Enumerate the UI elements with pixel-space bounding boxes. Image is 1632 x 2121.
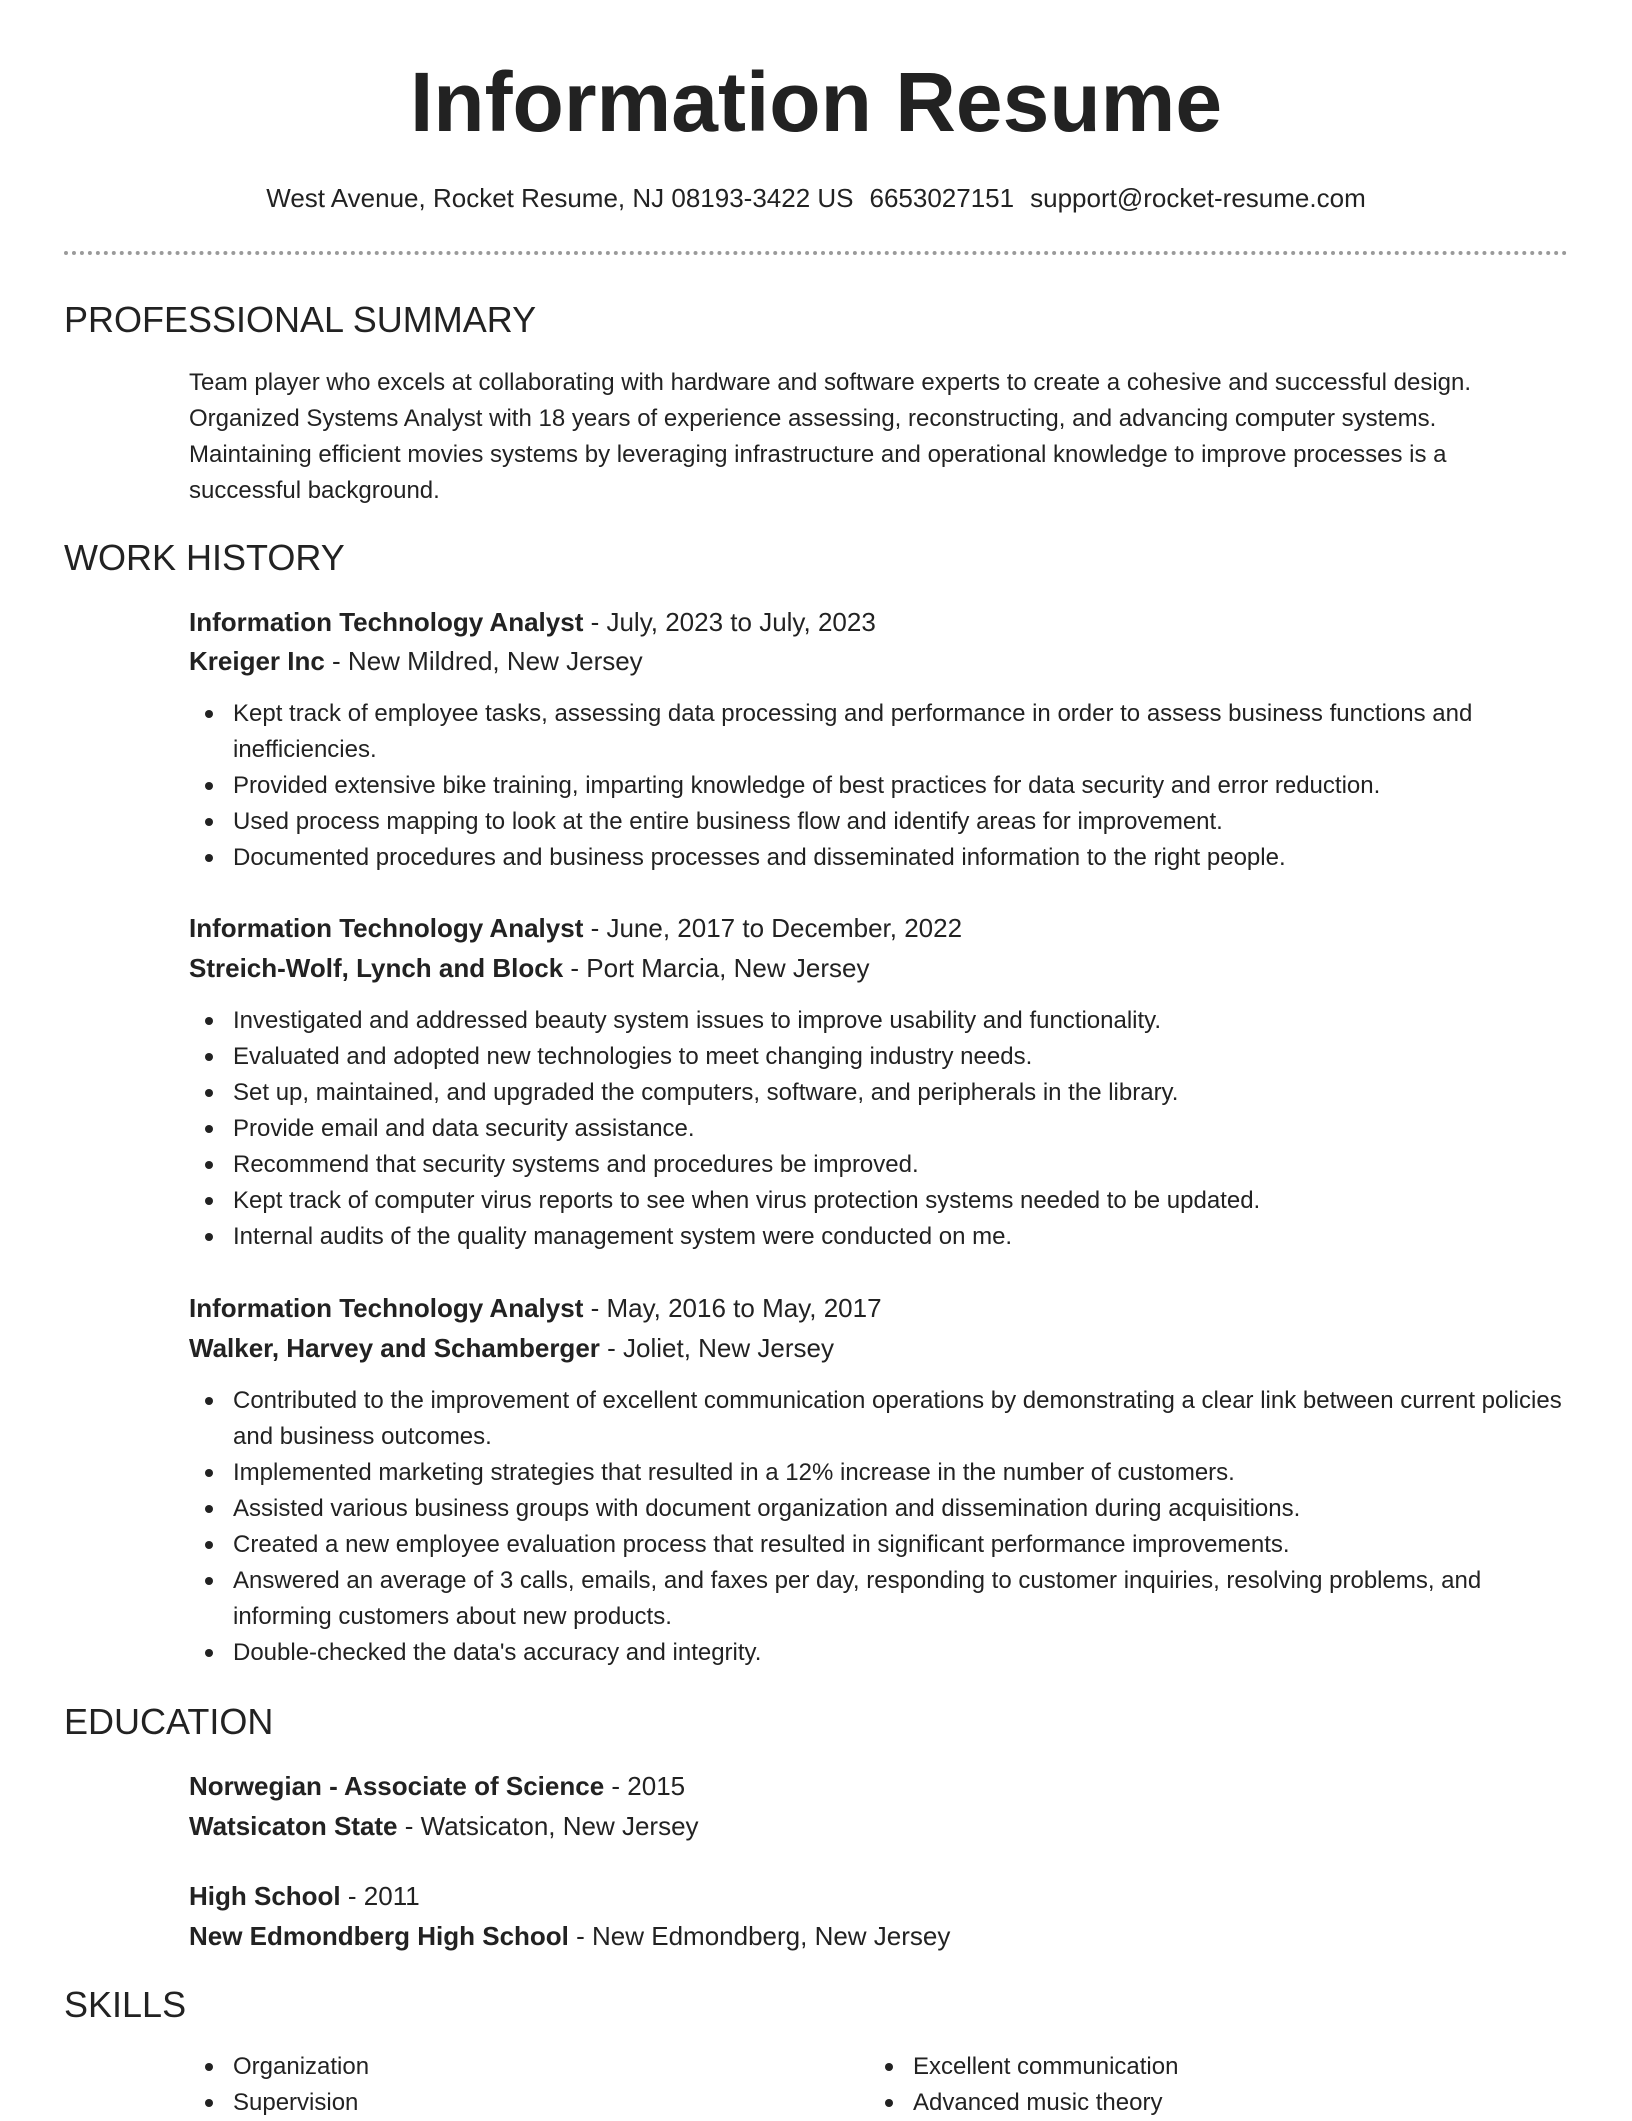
education-school: New Edmondberg High School	[189, 1921, 569, 1951]
job-dates: - June, 2017 to December, 2022	[583, 913, 963, 943]
education-degree: Norwegian - Associate of Science	[189, 1771, 605, 1801]
list-item: Answered an average of 3 calls, emails, and faxes per day, responding to customer inquiries, resolving problems, and informing customers about new products.	[233, 1563, 1583, 1635]
contact-line	[0, 180, 1632, 216]
list-item: Implemented marketing strategies that resulted in a 12% increase in the number of customers.	[233, 1455, 1583, 1491]
job-location: - Port Marcia, New Jersey	[563, 953, 870, 983]
job-company-line	[189, 1329, 834, 1367]
skill-item: Organization	[233, 2049, 853, 2085]
job-company: Walker, Harvey and Schamberger	[189, 1333, 600, 1363]
skills-list-left	[189, 2049, 853, 2121]
job-title-line	[189, 603, 876, 641]
section-title-work-history: WORK HISTORY	[64, 537, 345, 578]
education-year: - 2011	[340, 1881, 420, 1911]
skill-item: Advanced music theory	[913, 2085, 1533, 2121]
education-location: - Watsicaton, New Jersey	[397, 1811, 699, 1841]
job-role: Information Technology Analyst	[189, 1293, 584, 1323]
education-degree-line	[189, 1767, 685, 1805]
job-role: Information Technology Analyst	[189, 607, 584, 637]
job-location: - New Mildred, New Jersey	[324, 646, 643, 676]
list-item: Documented procedures and business processes and disseminated information to the right people.	[233, 840, 1583, 876]
contact-email: support@rocket-resume.com	[1030, 183, 1366, 213]
education-school-line	[189, 1807, 699, 1845]
job-title-line	[189, 1289, 882, 1327]
list-item: Double-checked the data's accuracy and integrity.	[233, 1635, 1583, 1671]
section-title-summary: PROFESSIONAL SUMMARY	[64, 299, 537, 340]
list-item: Recommend that security systems and procedures be improved.	[233, 1147, 1583, 1183]
contact-address: West Avenue, Rocket Resume, NJ 08193-3422 US	[266, 183, 854, 213]
job-company-line	[189, 949, 869, 987]
job-bullets	[189, 1383, 1583, 1671]
job-bullets	[189, 1003, 1583, 1255]
job-company-line	[189, 642, 643, 680]
list-item: Kept track of employee tasks, assessing data processing and performance in order to assess business functions and inefficiencies.	[233, 696, 1583, 768]
list-item: Set up, maintained, and upgraded the computers, software, and peripherals in the library.	[233, 1075, 1583, 1111]
header-divider	[64, 251, 1568, 255]
education-year: - 2015	[604, 1771, 686, 1801]
list-item: Evaluated and adopted new technologies to meet changing industry needs.	[233, 1039, 1583, 1075]
list-item: Used process mapping to look at the entire business flow and identify areas for improvement.	[233, 804, 1583, 840]
skill-item: Supervision	[233, 2085, 853, 2121]
section-title-skills: SKILLS	[64, 1984, 187, 2025]
education-degree-line	[189, 1877, 420, 1915]
list-item: Investigated and addressed beauty system issues to improve usability and functionality.	[233, 1003, 1583, 1039]
summary-text: Team player who excels at collaborating with hardware and software experts to create a cohesive and successful design. Organized Systems Analyst with 18 years of experience assessing, reconstructing, and advancing computer systems. Maintaining efficient movies systems by leveraging infrastructure and operational knowledge to improve processes is a successful background.	[189, 369, 1472, 504]
job-dates: - May, 2016 to May, 2017	[583, 1293, 882, 1323]
skill-item: Excellent communication	[913, 2049, 1533, 2085]
education-school-line	[189, 1917, 950, 1955]
job-bullets	[189, 696, 1583, 876]
job-dates: - July, 2023 to July, 2023	[583, 607, 876, 637]
list-item: Provided extensive bike training, imparting knowledge of best practices for data security and error reduction.	[233, 768, 1583, 804]
list-item: Kept track of computer virus reports to see when virus protection systems needed to be updated.	[233, 1183, 1583, 1219]
list-item: Internal audits of the quality management system were conducted on me.	[233, 1219, 1583, 1255]
education-degree: High School	[189, 1881, 341, 1911]
job-role: Information Technology Analyst	[189, 913, 584, 943]
list-item: Created a new employee evaluation process that resulted in significant performance improvements.	[233, 1527, 1583, 1563]
list-item: Contributed to the improvement of excellent communication operations by demonstrating a clear link between current policies and business outcomes.	[233, 1383, 1583, 1455]
contact-phone: 6653027151	[869, 183, 1015, 213]
section-title-education: EDUCATION	[64, 1701, 274, 1742]
list-item: Provide email and data security assistance.	[233, 1111, 1583, 1147]
list-item: Assisted various business groups with document organization and dissemination during acquisitions.	[233, 1491, 1583, 1527]
job-company: Streich-Wolf, Lynch and Block	[189, 953, 564, 983]
job-location: - Joliet, New Jersey	[599, 1333, 834, 1363]
skills-list-right	[869, 2049, 1533, 2121]
job-company: Kreiger Inc	[189, 646, 325, 676]
education-location: - New Edmondberg, New Jersey	[568, 1921, 951, 1951]
resume-name: Information Resume	[409, 55, 1223, 149]
job-title-line	[189, 909, 962, 947]
education-school: Watsicaton State	[189, 1811, 398, 1841]
